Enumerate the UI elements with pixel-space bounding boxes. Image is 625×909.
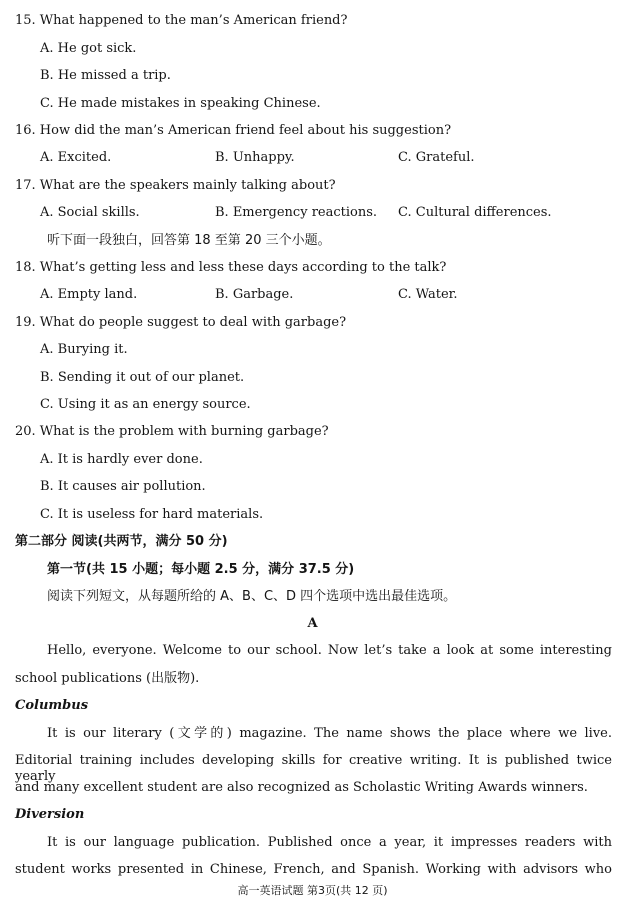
question-19-option-c: C. Using it as an energy source. xyxy=(40,397,251,412)
question-18-option-a: A. Empty land. xyxy=(40,287,138,302)
question-19-option-b: B. Sending it out of our planet. xyxy=(40,370,245,385)
reading-instruction: 阅读下列短文，从每题所给的 A、B、C、D 四个选项中选出最佳选项。 xyxy=(47,589,457,604)
columbus-line-1: It is our literary (文学的) magazine. The name shows the place where we live. xyxy=(47,726,612,741)
question-16-option-b: B. Unhappy. xyxy=(215,150,295,165)
passage-intro-line-2: school publications (出版物). xyxy=(15,671,200,686)
diversion-line-1: It is our language publication. Published once a year, it impresses readers with xyxy=(47,835,612,850)
question-20-option-c: C. It is useless for hard materials. xyxy=(40,507,264,522)
question-16-option-a: A. Excited. xyxy=(40,150,112,165)
page-footer: 高一英语试题 第3页(共 12 页) xyxy=(237,884,388,897)
question-20-option-a: A. It is hardly ever done. xyxy=(40,452,203,467)
question-16-option-c: C. Grateful. xyxy=(398,150,475,165)
question-16-stem: 16. How did the man’s American friend feel about his suggestion? xyxy=(15,123,452,138)
question-15-option-c: C. He made mistakes in speaking Chinese. xyxy=(40,96,321,111)
diversion-line-2: student works presented in Chinese, French, and Spanish. Working with advisors who xyxy=(15,862,612,877)
question-20-option-b: B. It causes air pollution. xyxy=(40,479,206,494)
question-17-option-c: C. Cultural differences. xyxy=(398,205,552,220)
question-18-option-b: B. Garbage. xyxy=(215,287,294,302)
passage-label: A xyxy=(307,616,318,631)
diversion-heading: Diversion xyxy=(15,807,85,822)
question-15-option-a: A. He got sick. xyxy=(40,41,137,56)
part-two-heading: 第二部分 阅读(共两节，满分 50 分) xyxy=(15,534,228,549)
columbus-line-2: Editorial training includes developing skills for creative writing. It is published twice yearly xyxy=(15,753,612,784)
question-17-option-a: A. Social skills. xyxy=(40,205,140,220)
listening-instruction: 听下面一段独白，回答第 18 至第 20 三个小题。 xyxy=(47,233,331,248)
section-one-heading: 第一节(共 15 小题；每小题 2.5 分，满分 37.5 分) xyxy=(47,562,355,577)
columbus-line-3: and many excellent student are also recognized as Scholastic Writing Awards winners. xyxy=(15,780,588,795)
columbus-heading: Columbus xyxy=(15,698,89,713)
question-18-option-c: C. Water. xyxy=(398,287,458,302)
question-19-option-a: A. Burying it. xyxy=(40,342,128,357)
question-20-stem: 20. What is the problem with burning garbage? xyxy=(15,424,329,439)
question-15-option-b: B. He missed a trip. xyxy=(40,68,171,83)
question-17-option-b: B. Emergency reactions. xyxy=(215,205,378,220)
question-17-stem: 17. What are the speakers mainly talking about? xyxy=(15,178,336,193)
question-15-stem: 15. What happened to the man’s American friend? xyxy=(15,13,348,28)
passage-intro-line-1: Hello, everyone. Welcome to our school. Now let’s take a look at some interesting xyxy=(47,643,612,658)
question-18-stem: 18. What’s getting less and less these days according to the talk? xyxy=(15,260,447,275)
question-19-stem: 19. What do people suggest to deal with garbage? xyxy=(15,315,347,330)
